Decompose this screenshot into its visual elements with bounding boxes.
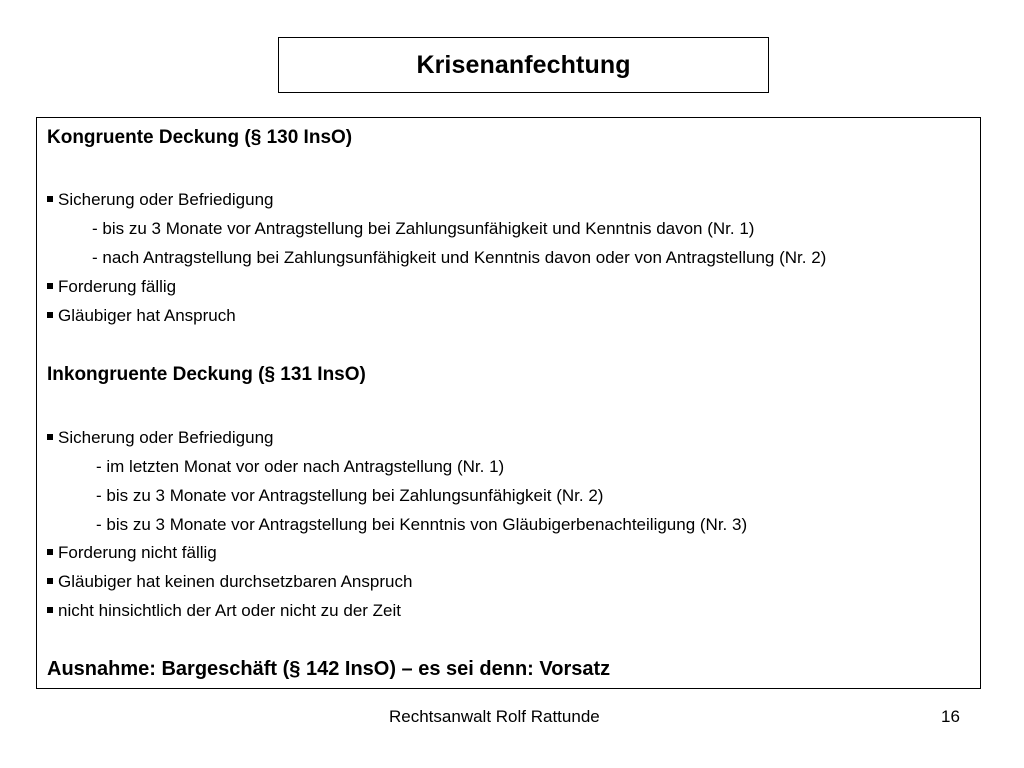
- square-bullet-icon: [47, 283, 53, 289]
- bullet-label: Gläubiger hat keinen durchsetzbaren Anspruch: [58, 572, 413, 591]
- ausnahme-line: Ausnahme: Bargeschäft (§ 142 InsO) – es sei denn: Vorsatz: [47, 658, 611, 680]
- square-bullet-icon: [47, 549, 53, 555]
- inkongruent-bullet-4: [47, 601, 401, 621]
- kongruent-bullet-1: [47, 190, 273, 210]
- kongruent-sub-2: - nach Antragstellung bei Zahlungsunfähigkeit und Kenntnis davon oder von Antragstellung (Nr. 2): [92, 248, 827, 267]
- square-bullet-icon: [47, 607, 53, 613]
- kongruent-heading: Kongruente Deckung (§ 130 InsO): [47, 127, 353, 148]
- square-bullet-icon: [47, 196, 53, 202]
- bullet-label: Sicherung oder Befriedigung: [58, 190, 274, 209]
- slide-title: Krisenanfechtung: [416, 50, 631, 79]
- kongruent-bullet-3: [47, 306, 236, 326]
- footer-page-number: 16: [941, 707, 960, 726]
- bullet-label: Gläubiger hat Anspruch: [58, 306, 236, 325]
- kongruent-sub-1: - bis zu 3 Monate vor Antragstellung bei Zahlungsunfähigkeit und Kenntnis davon (Nr. 1): [92, 219, 755, 238]
- kongruent-bullet-2: [47, 277, 176, 297]
- inkongruent-sub-2: - bis zu 3 Monate vor Antragstellung bei Zahlungsunfähigkeit (Nr. 2): [96, 486, 604, 505]
- bullet-label: Sicherung oder Befriedigung: [58, 428, 274, 447]
- inkongruent-heading: Inkongruente Deckung (§ 131 InsO): [47, 364, 366, 385]
- square-bullet-icon: [47, 578, 53, 584]
- slide-title-box: [278, 37, 769, 93]
- square-bullet-icon: [47, 312, 53, 318]
- inkongruent-bullet-2: [47, 543, 217, 563]
- bullet-label: Forderung fällig: [58, 277, 177, 296]
- inkongruent-bullet-1: [47, 428, 273, 448]
- content-box: [36, 117, 981, 689]
- bullet-label: nicht hinsichtlich der Art oder nicht zu der Zeit: [58, 601, 401, 620]
- footer-author: Rechtsanwalt Rolf Rattunde: [389, 707, 600, 726]
- inkongruent-sub-1: - im letzten Monat vor oder nach Antragstellung (Nr. 1): [96, 457, 505, 476]
- bullet-label: Forderung nicht fällig: [58, 543, 217, 562]
- inkongruent-sub-3: - bis zu 3 Monate vor Antragstellung bei Kenntnis von Gläubigerbenachteiligung (Nr. 3): [96, 515, 748, 534]
- square-bullet-icon: [47, 434, 53, 440]
- inkongruent-bullet-3: [47, 572, 412, 592]
